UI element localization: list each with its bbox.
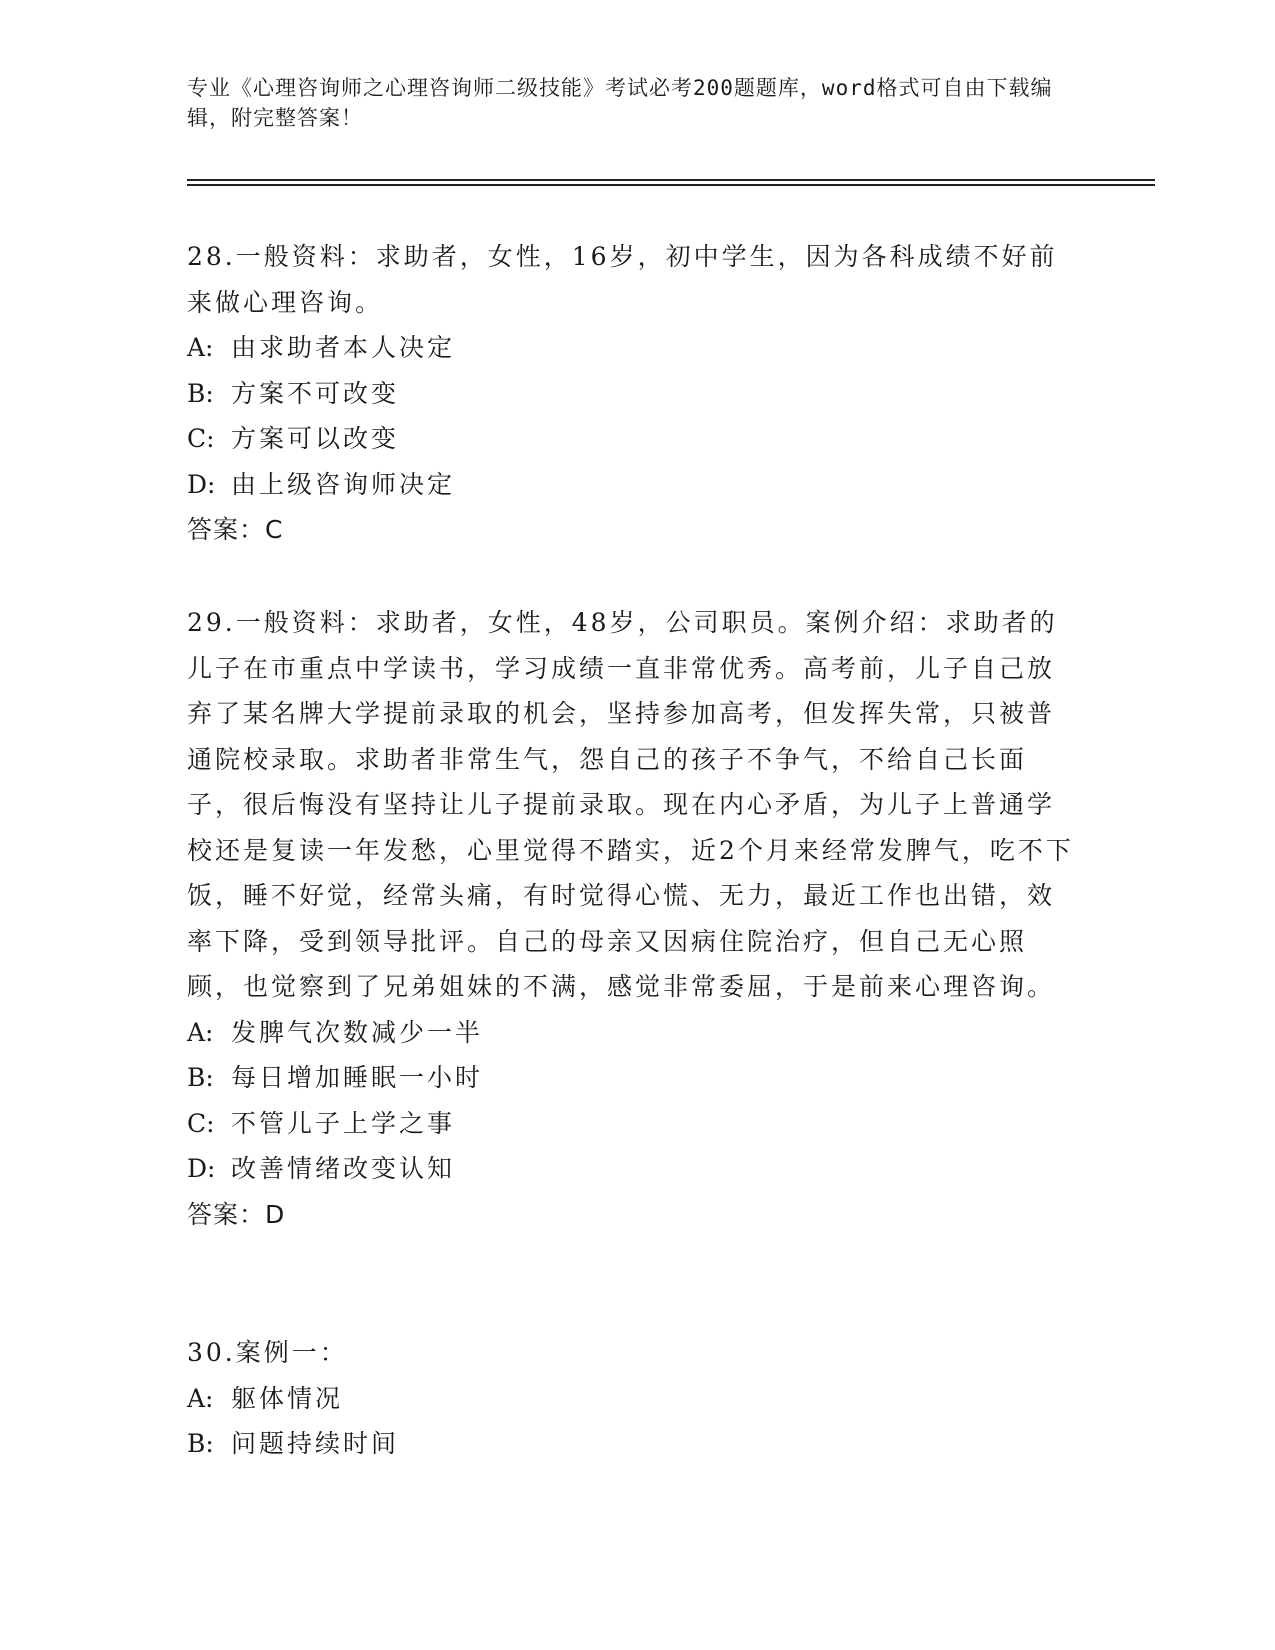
- option-key: B:: [187, 1063, 214, 1092]
- option-text: 改善情绪改变认知: [231, 1154, 456, 1183]
- option-key: B:: [187, 1429, 214, 1458]
- option-text: 发脾气次数减少一半: [231, 1017, 484, 1047]
- option-text: 方案不可改变: [231, 378, 400, 408]
- header-divider-bottom: [187, 184, 1155, 186]
- option-c: [187, 416, 1077, 462]
- question-stem: 30.案例一：: [187, 1338, 348, 1367]
- answer-line: 答案：D: [187, 1199, 286, 1229]
- option-key: A:: [187, 333, 214, 362]
- option-b: [187, 1421, 1077, 1467]
- option-key: D:: [187, 1154, 216, 1183]
- option-key: D:: [187, 469, 216, 499]
- option-key: A:: [187, 1017, 214, 1047]
- option-b: [187, 1055, 1077, 1101]
- option-text: 躯体情况: [231, 1383, 344, 1413]
- option-key: A:: [187, 1383, 214, 1413]
- option-text: 问题持续时间: [231, 1429, 400, 1458]
- option-a: [187, 1376, 1077, 1422]
- option-key: C:: [187, 424, 215, 453]
- header-divider-top: [187, 179, 1155, 181]
- option-d: [187, 462, 1077, 508]
- question-stem: 29.一般资料：求助者，女性，48岁，公司职员。案例介绍：求助者的儿子在市重点中学读书，学习成绩一直非常优秀。高考前，儿子自己放弃了某名牌大学提前录取的机会，坚持参加高考，但发挥失常，只被普通院校录取。求助者非常生气，怨自己的孩子不争气，不给自己长面子，很后悔没有坚持让儿子提前录取。现在内心矛盾，为儿子上普通学校还是复读一年发愁，心里觉得不踏实，近2个月来经常发脾气，吃不下饭，睡不好觉，经常头痛，有时觉得心慌、无力，最近工作也出错，效率下降，受到领导批评。自己的母亲又因病住院治疗，但自己无心照顾，也觉察到了兄弟姐妹的不满，感觉非常委屈，于是前来心理咨询。: [187, 608, 1074, 1001]
- option-a: [187, 325, 1077, 371]
- option-text: 由求助者本人决定: [231, 333, 456, 362]
- option-d: [187, 1146, 1077, 1192]
- option-key: B:: [187, 378, 214, 408]
- question-stem: 28.一般资料：求助者，女性，16岁，初中学生，因为各科成绩不好前来做心理咨询。: [187, 242, 1058, 317]
- question-30: [187, 1330, 1077, 1467]
- option-text: 由上级咨询师决定: [231, 469, 456, 499]
- option-text: 不管儿子上学之事: [231, 1108, 456, 1138]
- answer-line: 答案：C: [187, 515, 284, 544]
- question-28: [187, 234, 1077, 553]
- document-header: 专业《心理咨询师之心理咨询师二级技能》考试必考200题题库，word格式可自由下载编辑，附完整答案！: [187, 76, 1053, 130]
- option-text: 方案可以改变: [231, 424, 400, 453]
- option-c: [187, 1101, 1077, 1147]
- option-b: [187, 371, 1077, 417]
- option-text: 每日增加睡眠一小时: [231, 1063, 484, 1092]
- option-a: [187, 1010, 1077, 1056]
- option-key: C:: [187, 1108, 215, 1138]
- question-29: [187, 600, 1077, 1238]
